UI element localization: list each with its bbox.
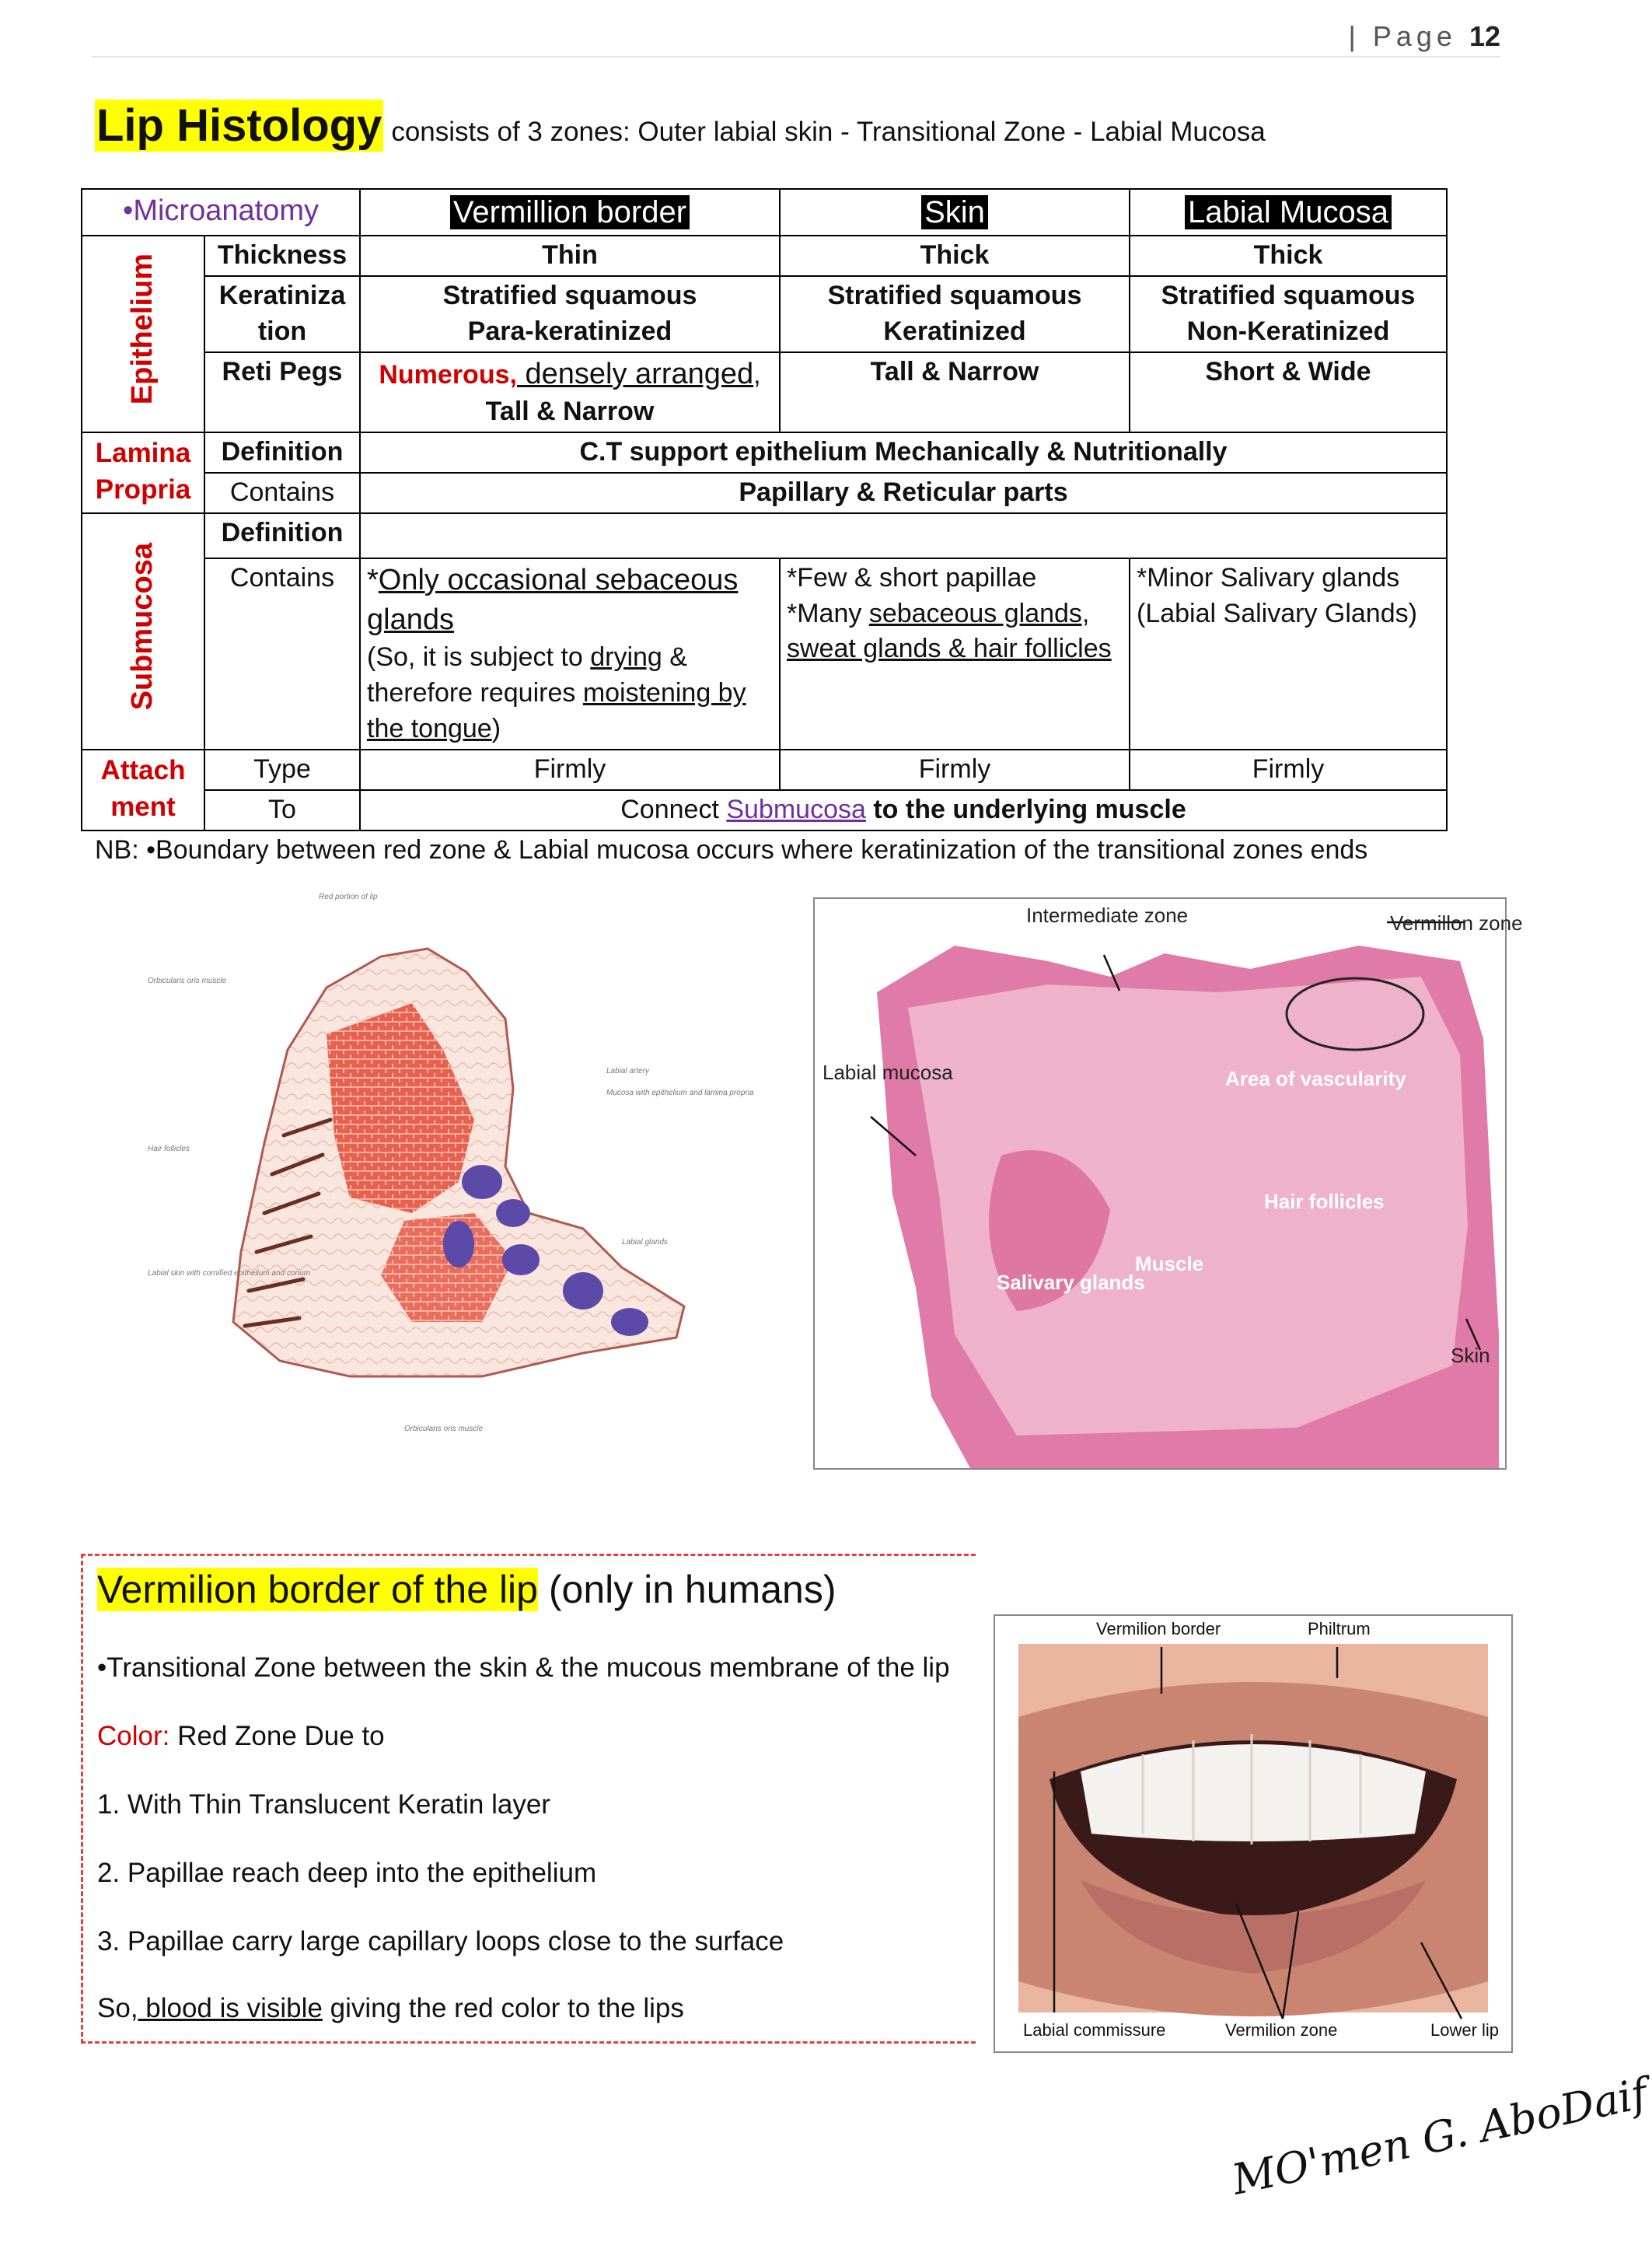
table-row [82,473,1447,513]
section-title [95,100,1266,152]
table-row [82,236,1447,276]
table-cell: Firmly [780,750,1130,790]
table-cell: Connect Submucosa to the underlying muscle [360,790,1447,831]
fig-label: Hair follicles [148,1145,190,1153]
fig-label: Lower lip [1430,2020,1500,2040]
lip-histology-illustration [148,886,754,1446]
fig-label: Labial skin with cornified epithelium and corium [148,1269,310,1278]
smile-drawing [995,1616,1511,2051]
fig-label: Orbicularis oris muscle [148,977,227,985]
col-vermillion: Vermillion border [360,189,780,236]
fig-label: Muscle [1135,1252,1204,1275]
row-label: Contains [204,558,360,750]
fig-label: Orbicularis oris muscle [404,1425,484,1433]
header-divider [92,56,1500,58]
fig-label: Philtrum [1308,1619,1371,1638]
table-header-row [82,189,1447,236]
vermilion-heading: Vermilion border of the lip (only in humans) [97,1568,836,1611]
table-row [82,276,1447,352]
table-cell: Thin [360,236,780,276]
fig-label: Hair follicles [1264,1190,1385,1213]
fig-label: Vermillon zone [1390,911,1523,935]
fig-label: Area of vascularity [1225,1067,1406,1090]
row-label: Type [204,750,360,790]
lip-section-drawing [148,886,754,1446]
lip-micrograph [813,897,1523,1470]
table-cell: Stratified squamous Para-keratinized [360,276,780,352]
microanatomy-header: •Microanatomy [82,189,360,236]
vermilion-section [81,1554,976,2044]
table-cell: Stratified squamous Non-Keratinized [1130,276,1447,352]
fig-label: Labial artery [606,1067,650,1075]
table-row [82,352,1447,432]
table-cell: *Only occasional sebaceous glands (So, it is subject to drying & therefore requires moistening by the tongue) [360,558,780,750]
col-skin: Skin [780,189,1130,236]
row-label: To [204,790,360,831]
table-cell: Thick [780,236,1130,276]
table-row [82,558,1447,750]
fig-label: Labial mucosa [823,1061,953,1084]
table-cell: Short & Wide [1130,352,1447,432]
row-label: Contains [204,473,360,513]
micrograph-drawing [815,899,1523,1468]
text-line: So, blood is visible giving the red color to the lips [97,1993,684,2023]
fig-label: Vermilion border [1096,1619,1221,1638]
table-cell: Papillary & Reticular parts [360,473,1447,513]
table-row [82,790,1447,831]
table-row [82,750,1447,790]
row-label: Definition [204,513,360,558]
row-label: Keratiniza tion [204,276,360,352]
table-cell: Firmly [1130,750,1447,790]
table-row [82,513,1447,558]
table-cell: Numerous, densely arranged, Tall & Narrow [360,352,780,432]
table-cell: *Few & short papillae *Many sebaceous glands, sweat glands & hair follicles [780,558,1130,750]
fig-label: Salivary glands [997,1271,1145,1294]
lips-photo [994,1614,1513,2053]
group-attachment: Attach ment [82,750,204,831]
fig-label: Mucosa with epithelium and lamina propria [606,1089,754,1097]
fig-label: Labial commissure [1023,2020,1166,2040]
table-row [82,432,1447,473]
row-label: Thickness [204,236,360,276]
author-signature: MO'men G. AboDaif [1228,2068,1652,2205]
table-cell: Thick [1130,236,1447,276]
page-number: | Page 12 [1348,20,1500,52]
lip-histology-heading: Lip Histology [96,100,382,151]
table-cell: Firmly [360,750,780,790]
text-line: Color: Red Zone Due to [97,1721,385,1751]
note-text: NB: •Boundary between red zone & Labial mucosa occurs where keratinization of the transitional zones ends [95,835,1368,865]
lip-histology-subtitle: consists of 3 zones: Outer labial skin - Transitional Zone - Labial Mucosa [391,117,1266,147]
text-line: 2. Papillae reach deep into the epithelium [97,1858,597,1888]
fig-label: Skin [1451,1344,1490,1367]
row-label: Definition [204,432,360,473]
text-line: 1. With Thin Translucent Keratin layer [97,1789,550,1820]
fig-label: Labial glands [622,1238,668,1247]
table-cell: *Minor Salivary glands (Labial Salivary Glands) [1130,558,1447,750]
group-submucosa: Submucosa [82,513,204,750]
fig-label: Intermediate zone [1026,904,1189,927]
table-cell: C.T support epithelium Mechanically & Nutritionally [360,432,1447,473]
text-line: 3. Papillae carry large capillary loops close to the surface [97,1926,784,1957]
fig-label: Red portion of lip [319,893,378,901]
table-cell: Tall & Narrow [780,352,1130,432]
group-lamina-propria: Lamina Propria [82,432,204,513]
row-label: Reti Pegs [204,352,360,432]
col-labial-mucosa: Labial Mucosa [1130,189,1447,236]
histology-table [81,188,1448,831]
text-line: •Transitional Zone between the skin & the mucous membrane of the lip [97,1652,950,1683]
group-epithelium: Epithelium [82,236,204,432]
table-cell: Stratified squamous Keratinized [780,276,1130,352]
table-cell [360,513,1447,558]
fig-label: Vermilion zone [1225,2020,1338,2040]
